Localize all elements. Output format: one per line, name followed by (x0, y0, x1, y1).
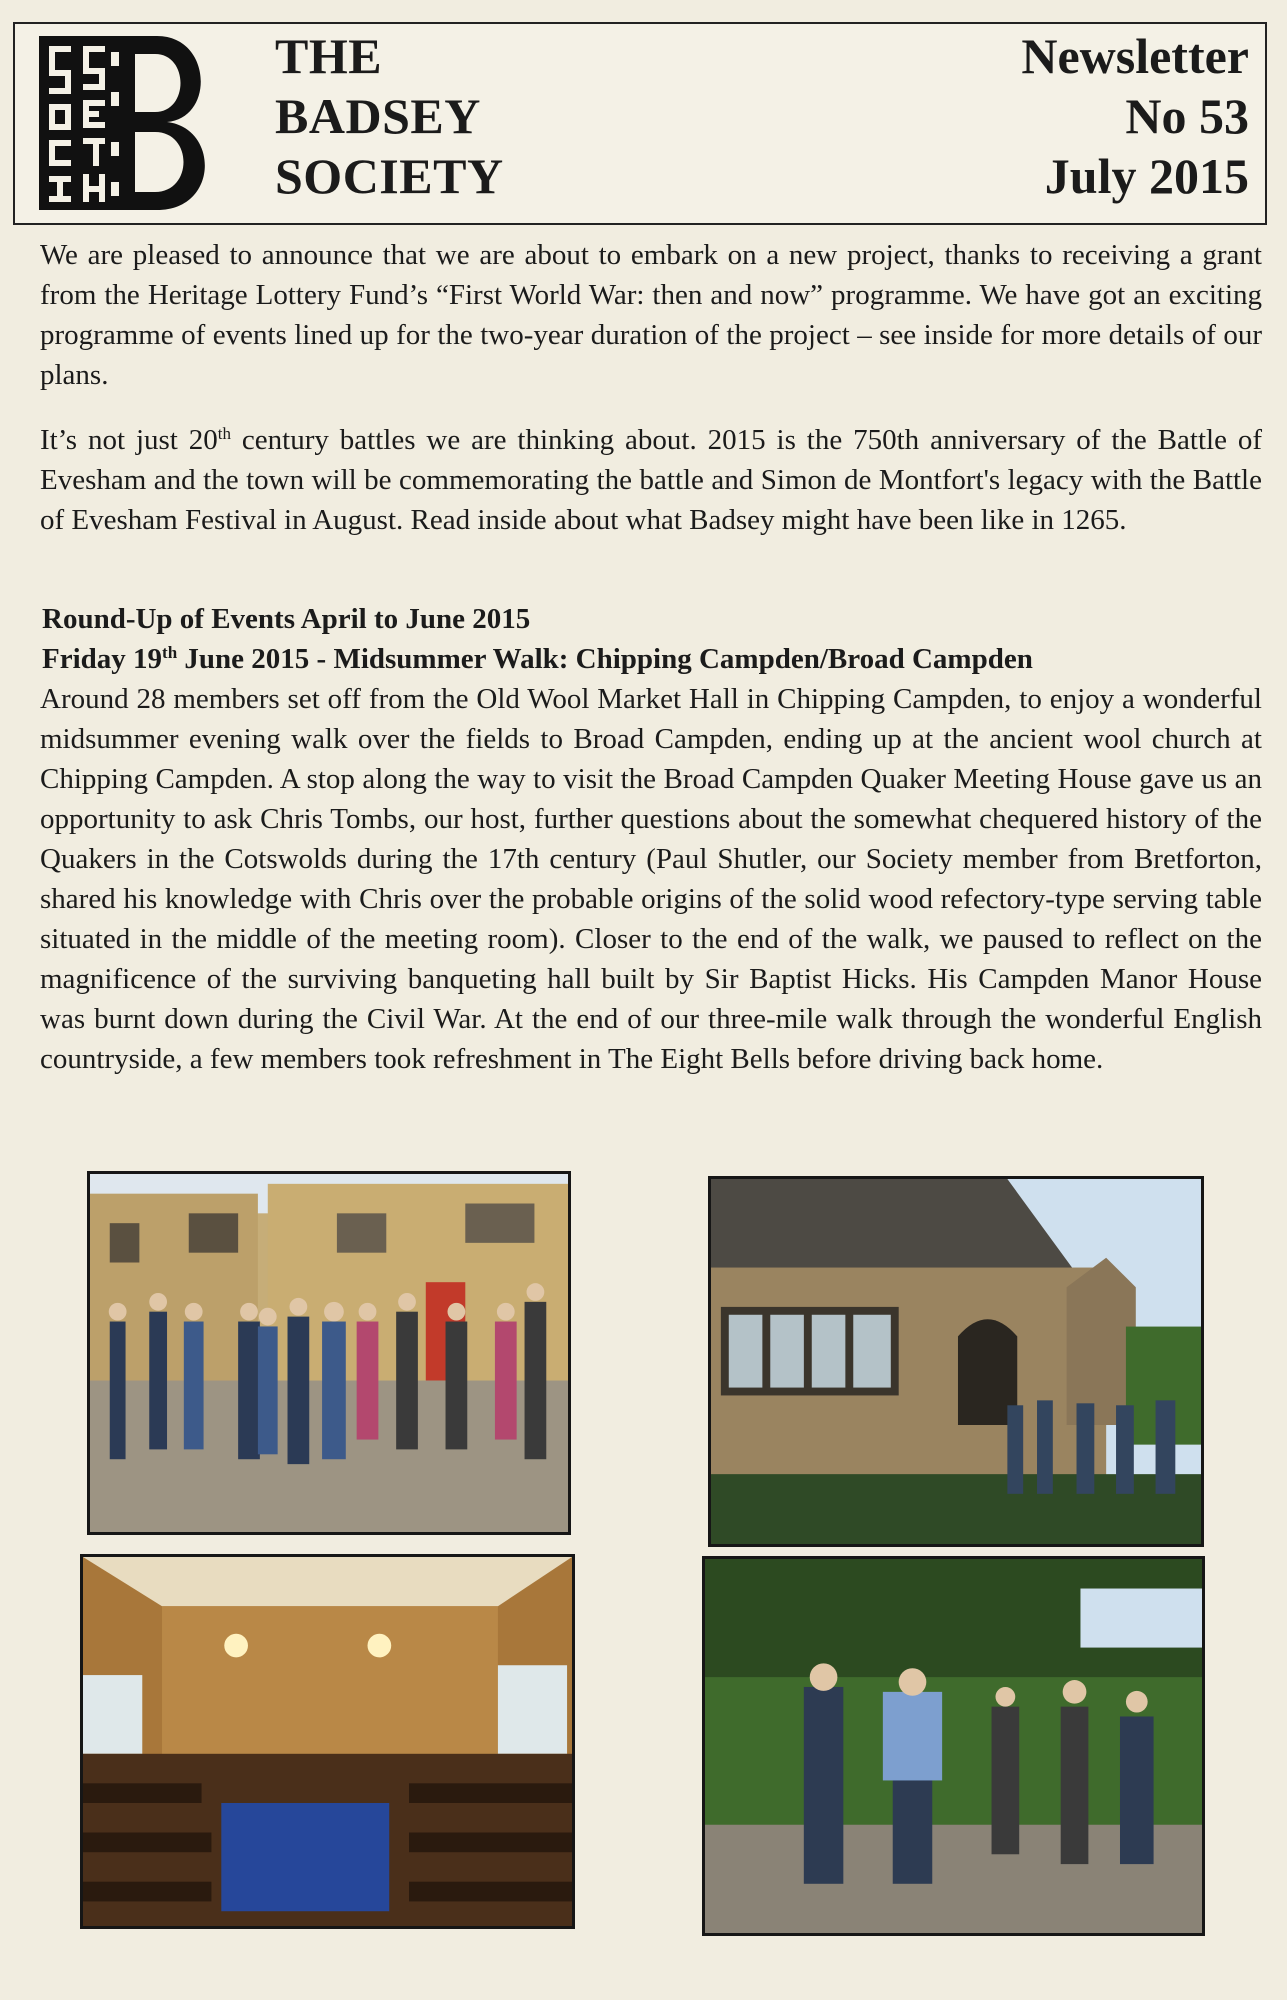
intro-text: We are pleased to announce that we are about to embark on a new project, thanks to receiving a grant from the Heritage Lottery Fund’s “First World War: then and now” programme. We have got an exciting programme of events lined up for the two-year duration of the project – see inside for more details of our plans. (40, 239, 1262, 391)
roundup-heading: Round-Up of Events April to June 2015 (42, 603, 531, 635)
event-text: Around 28 members set off from the Old Wool Market Hall in Chipping Campden, to enjoy a wonderful midsummer evening walk over the fields to Broad Campden, ending up at the ancient wool church at Chipping Campden. A stop along the way to visit the Broad Campden Quaker Meeting House gave us an opportunity to ask Chris Tombs, our host, further questions about the somewhat chequered history of the Quakers in the Cotswolds during the 17th century (Paul Shutler, our Society member from Bretforton, shared his knowledge with Chris over the probable origins of the solid wood refectory-type serving table situated in the middle of the meeting room). Closer to the end of the walk, we paused to reflect on the magnificence of the surviving banqueting hall built by Sir Baptist Hicks. His Campden Manor House was burnt down during the Civil War. At the end of our three-mile walk through the wonderful English countryside, a few members took refreshment in The Eight Bells before driving back home. (40, 683, 1262, 1075)
photo-meeting-house-exterior (708, 1176, 1204, 1547)
society-name-line: BADSEY (275, 88, 481, 144)
event-paragraph (40, 679, 1262, 1079)
superscript: th (162, 643, 178, 662)
text-run: Friday 19 (42, 643, 163, 675)
intro-text-2 (40, 420, 1262, 540)
text-run: It’s not just 20 (40, 424, 218, 456)
society-name-line: THE (275, 28, 383, 84)
society-name-line: SOCIETY (275, 148, 504, 204)
event-heading (42, 639, 1262, 679)
photo-members-on-path (702, 1556, 1205, 1936)
photo-meeting-room-interior (80, 1554, 575, 1929)
intro-paragraph-2 (40, 420, 1262, 540)
text-run: June 2015 - Midsummer Walk: Chipping Campden/Broad Campden (177, 643, 1033, 675)
society-logo (37, 32, 227, 214)
photo-image (705, 1559, 1202, 1933)
photo-image (83, 1557, 572, 1926)
issue-date: July 2015 (1044, 148, 1249, 204)
issue-title: Newsletter (1021, 28, 1249, 84)
issue-info (1021, 26, 1249, 206)
photo-group-outside-hall (87, 1171, 571, 1535)
text-run: century battles we are thinking about. 2015 is the 750th anniversary of the Battle of Evesham and the town will be commemorating the battle and Simon de Montfort's legacy with the Battle of Evesham Festival in August. Read inside about what Badsey might have been like in 1265. (40, 424, 1263, 536)
photo-image (90, 1174, 568, 1532)
superscript: th (217, 424, 231, 443)
roundup-headings (42, 599, 1262, 679)
photo-image (711, 1179, 1201, 1544)
masthead (13, 22, 1267, 225)
intro-paragraph-1 (40, 235, 1262, 395)
society-name (275, 26, 504, 206)
issue-number: No 53 (1125, 88, 1249, 144)
